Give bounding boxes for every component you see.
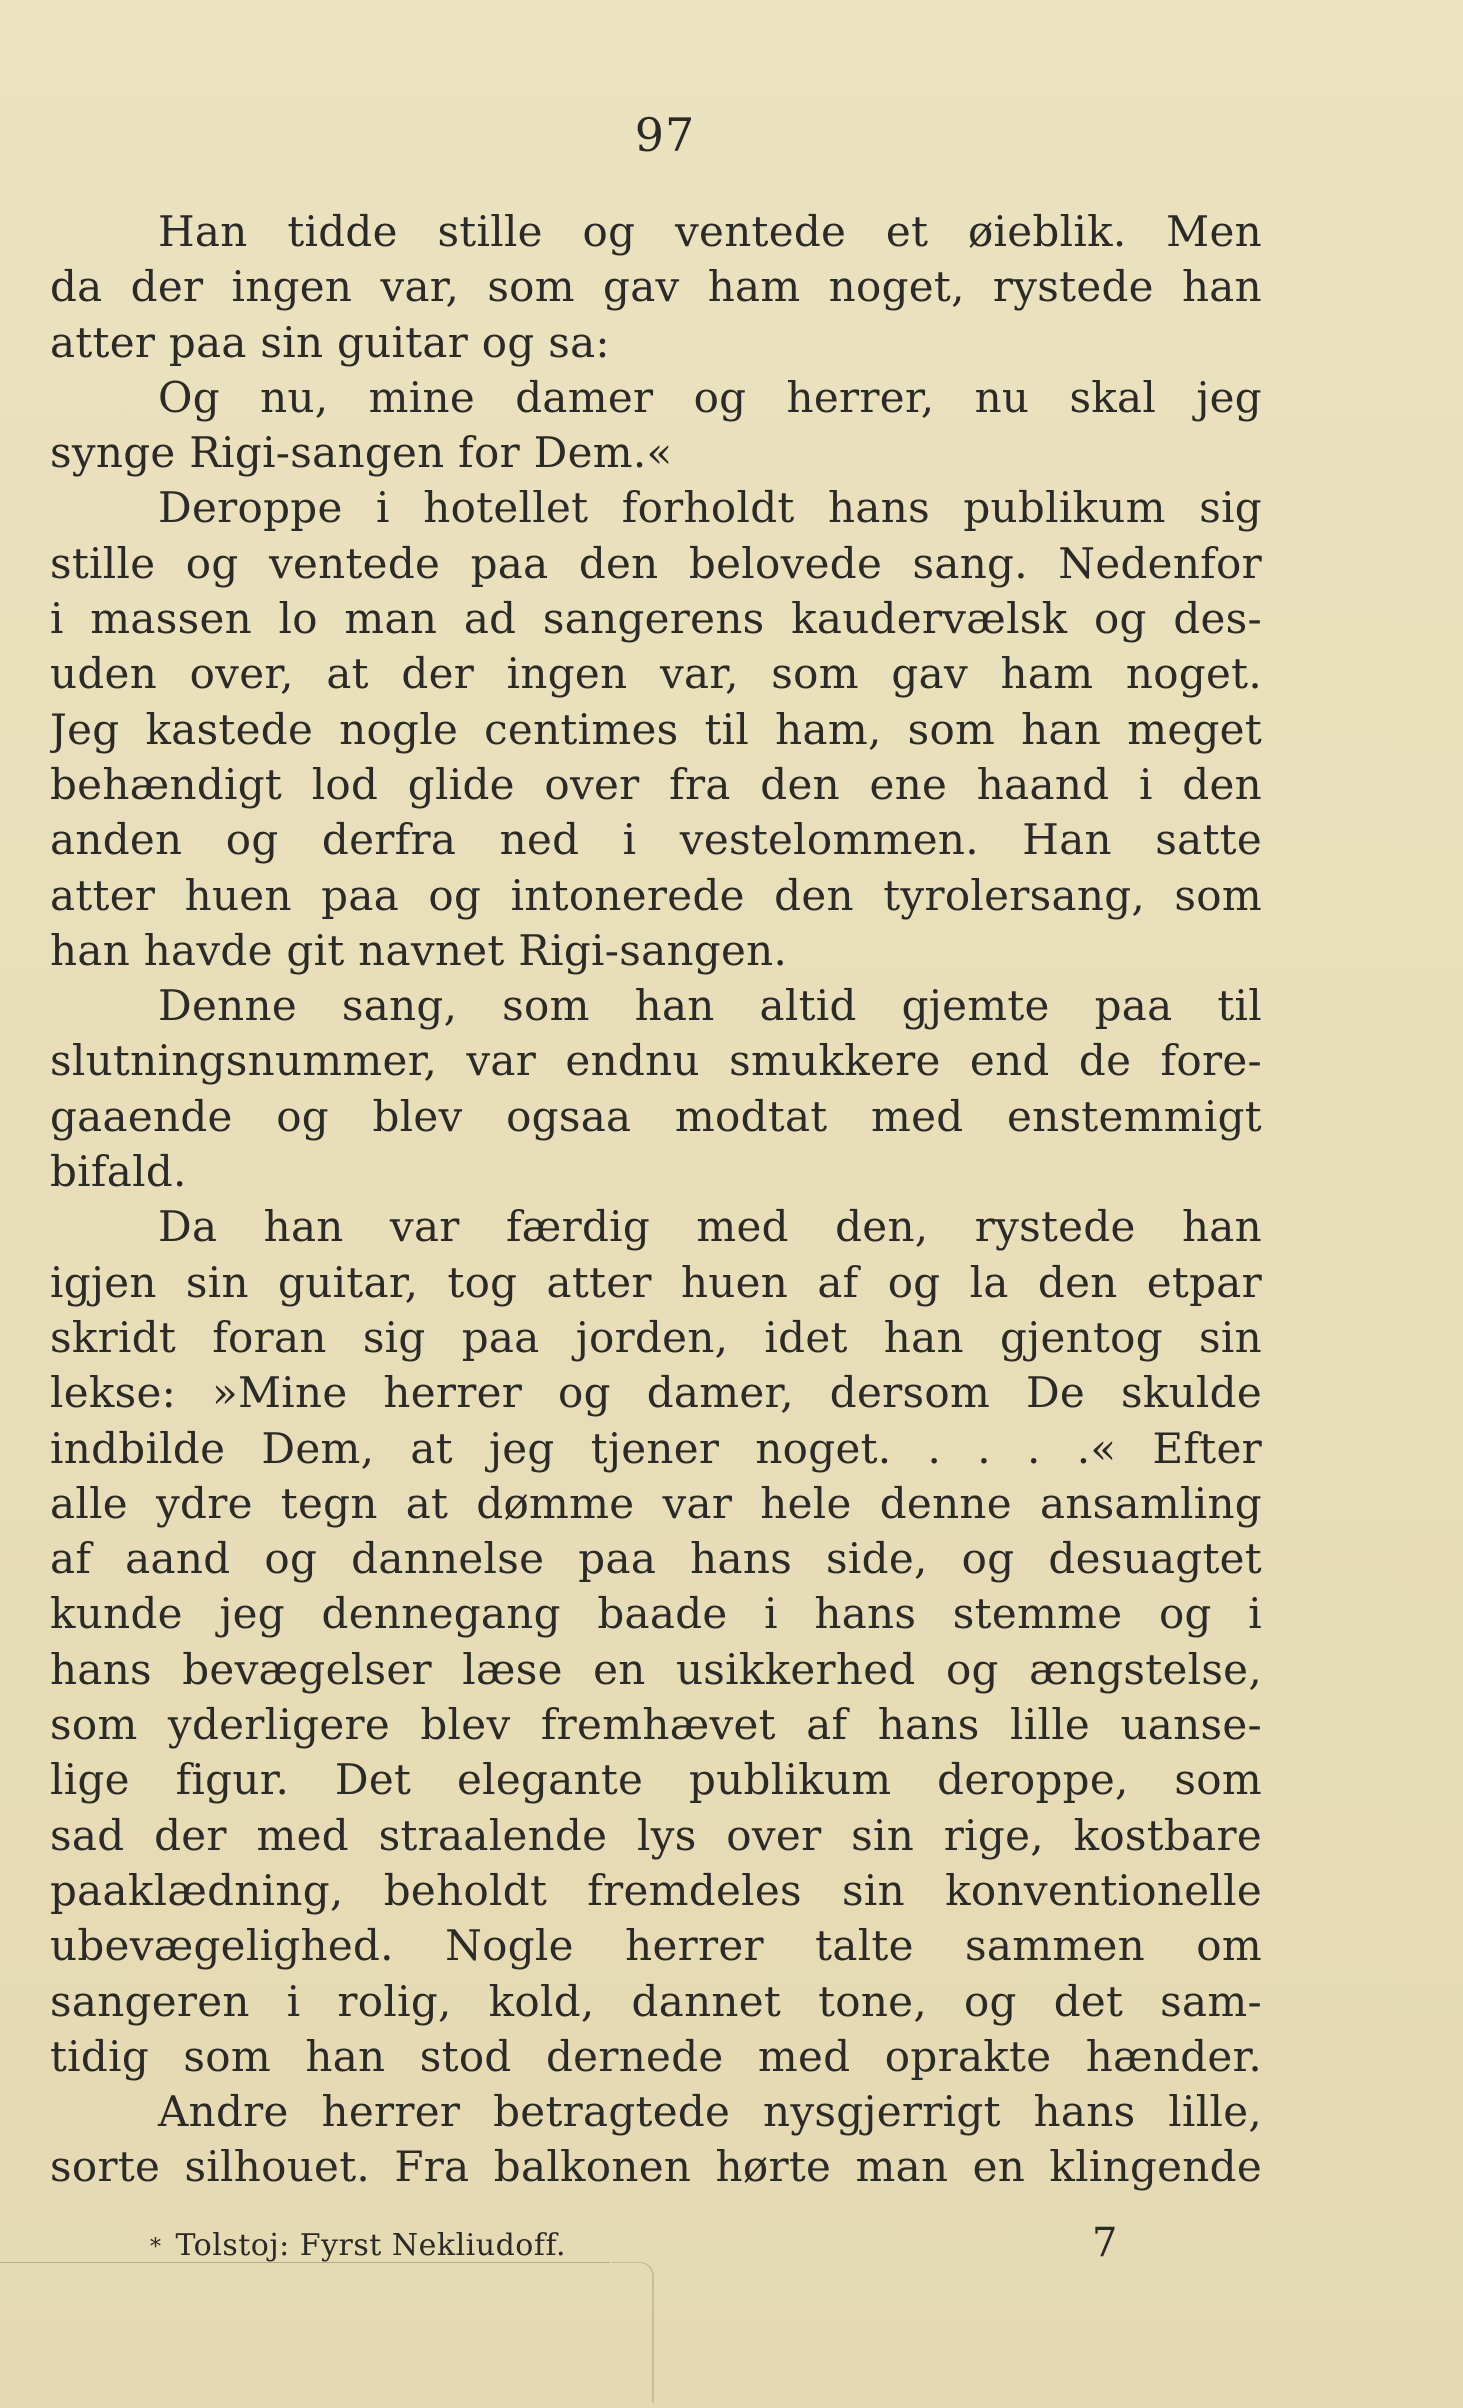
text-line: indbilde Dem, at jeg tjener noget. . . . .« Efter <box>50 1423 1262 1473</box>
text-line: da der ingen var, som gav ham noget, rystede han <box>50 262 1262 312</box>
footnote <box>150 2228 566 2263</box>
text-line: paaklædning, beholdt fremdeles sin konventionelle <box>50 1865 1262 1915</box>
text-line: sorte silhouet. Fra balkonen hørte man en klingende <box>50 2142 1262 2192</box>
text-line: gaaende og blev ogsaa modtat med enstemmigt <box>50 1091 1262 1141</box>
text-line: uden over, at der ingen var, som gav ham noget. <box>50 649 1262 699</box>
footnote-marker: * <box>150 2234 162 2260</box>
text-line: Andre herrer betragtede nysgjerrigt hans lille, <box>158 2087 1262 2137</box>
text-line: sad der med straalende lys over sin rige, kostbare <box>50 1810 1262 1860</box>
text-line: stille og ventede paa den belovede sang. Nedenfor <box>50 538 1262 588</box>
text-line: af aand og dannelse paa hans side, og desuagtet <box>50 1534 1262 1584</box>
text-line: lekse: »Mine herrer og damer, dersom De skulde <box>50 1368 1262 1418</box>
text-line: Jeg kastede nogle centimes til ham, som han meget <box>50 704 1262 754</box>
text-line: anden og derfra ned i vestelommen. Han satte <box>50 815 1262 865</box>
text-line: i massen lo man ad sangerens kaudervælsk og des- <box>50 594 1262 644</box>
page-footer <box>0 2220 1463 2280</box>
text-line: lige figur. Det elegante publikum deroppe, som <box>50 1755 1262 1805</box>
text-line: behændigt lod glide over fra den ene haand i den <box>50 759 1262 809</box>
text-line: hans bevægelser læse en usikkerhed og ængstelse, <box>50 1644 1262 1694</box>
text-line: atter paa sin guitar og sa: <box>50 317 610 367</box>
text-line: synge Rigi-sangen for Dem.« <box>50 428 673 478</box>
text-line: Han tidde stille og ventede et øieblik. Men <box>158 207 1262 256</box>
text-line: slutningsnummer, var endnu smukkere end de fore- <box>50 1036 1262 1086</box>
text-line: Denne sang, som han altid gjemte paa til <box>158 981 1262 1031</box>
signature-mark: 7 <box>1092 2220 1118 2266</box>
footnote-text: Tolstoj: Fyrst Nekliudoff. <box>175 2228 567 2263</box>
text-line: sangeren i rolig, kold, dannet tone, og det sam- <box>50 1976 1262 2026</box>
text-line: skridt foran sig paa jorden, idet han gjentog sin <box>50 1312 1262 1362</box>
text-line: tidig som han stod dernede med oprakte hænder. <box>50 2031 1262 2081</box>
text-line: som yderligere blev fremhævet af hans lille uanse- <box>50 1700 1262 1750</box>
text-line: atter huen paa og intonerede den tyrolersang, som <box>50 870 1262 920</box>
text-line: Og nu, mine damer og herrer, nu skal jeg <box>158 372 1262 422</box>
page-edge-mark <box>612 2262 654 2403</box>
text-line: kunde jeg dennegang baade i hans stemme og i <box>50 1589 1262 1639</box>
body-text <box>50 204 1262 2195</box>
page-number: 97 <box>634 108 696 162</box>
text-line: Deroppe i hotellet forholdt hans publikum sig <box>158 483 1262 533</box>
text-line: han havde git navnet Rigi-sangen. <box>50 925 788 975</box>
text-line: ubevægelighed. Nogle herrer talte sammen om <box>50 1921 1262 1971</box>
text-line: bifald. <box>50 1147 187 1197</box>
text-line: alle ydre tegn at dømme var hele denne ansamling <box>50 1478 1262 1528</box>
text-line: igjen sin guitar, tog atter huen af og la den etpar <box>50 1257 1262 1307</box>
text-line: Da han var færdig med den, rystede han <box>158 1202 1262 1252</box>
